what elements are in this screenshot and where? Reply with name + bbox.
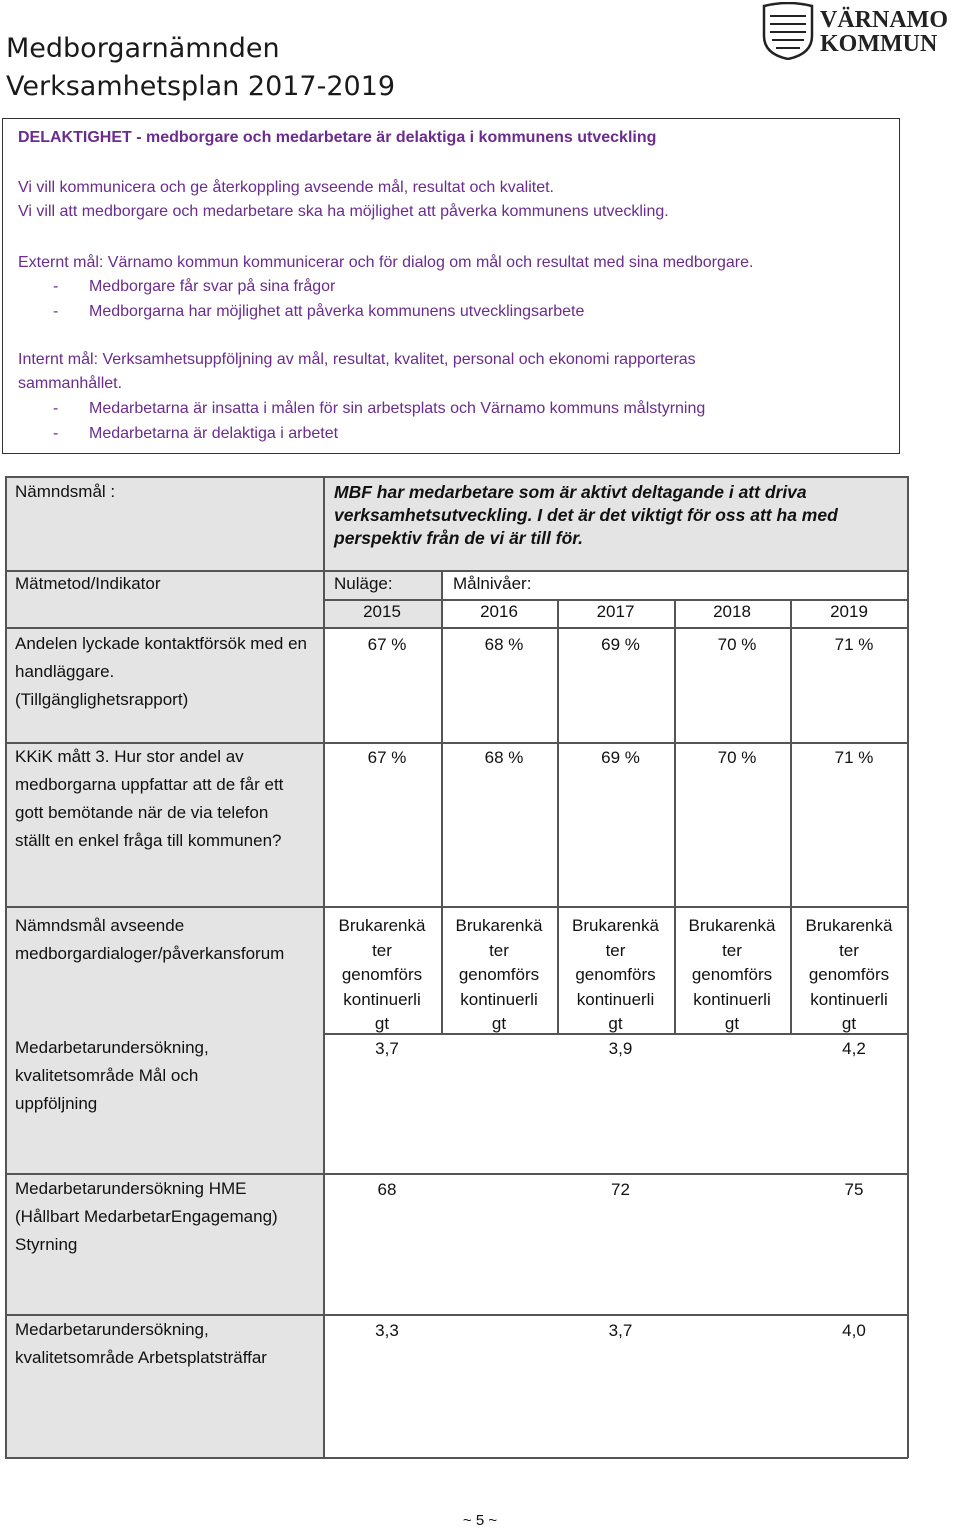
indicator-label: Andelen lyckade kontaktförsök med en handläggare. [15, 634, 308, 681]
value-cell: 68 % [484, 635, 524, 654]
vision-line-2: Vi vill att medborgare och medarbetare ska ha möjlighet att påverka kommunens utveckling. [18, 203, 669, 220]
indicator-source: (Tillgänglighetsrapport) [15, 690, 189, 709]
external-goal: Externt mål: Värnamo kommun kommunicerar och för dialog om mål och resultat med sina medborgare. [18, 254, 754, 271]
value-cell: 67 % [367, 748, 407, 767]
coat-of-arms-icon [762, 2, 814, 60]
internal-goal-line-2: sammanhållet. [18, 375, 123, 392]
external-item: - Medborgare får svar på sina frågor [53, 278, 336, 295]
page-number: ~ 5 ~ [462, 1512, 498, 1529]
value-cell: Brukarenkä ter genomförs kontinuerli gt [455, 916, 543, 1033]
value-cell: 3,9 [608, 1039, 633, 1058]
value-cell: Brukarenkä ter genomförs kontinuerli gt [805, 916, 893, 1033]
year-2017: 2017 [596, 602, 635, 621]
col-header-metod: Mätmetod/Indikator [15, 574, 161, 593]
indicator-label: Medarbetarundersökning HME (Hållbart MedarbetarEngagemang) Styrning [15, 1179, 278, 1254]
year-2015: 2015 [363, 602, 401, 621]
value-cell: 71 % [834, 635, 874, 654]
varnamo-kommun-logo [762, 2, 958, 60]
col-header-malnivaer: Målnivåer: [453, 574, 532, 593]
internal-item: - Medarbetarna är delaktiga i arbetet [53, 425, 339, 442]
value-cell: 4,0 [842, 1321, 866, 1340]
value-cell: 4,2 [842, 1039, 866, 1058]
value-cell: 69 % [601, 748, 640, 767]
namndsmal-label: Nämndsmål : [15, 482, 116, 501]
goal-box [2, 118, 900, 454]
goal-heading: DELAKTIGHET - medborgare och medarbetare är delaktiga i kommunens utveckling [18, 129, 657, 146]
value-cell: 69 % [601, 635, 640, 654]
year-2016: 2016 [480, 602, 518, 621]
plan-name: Verksamhetsplan 2017-2019 [6, 71, 396, 102]
indicator-label: Medarbetarundersökning, kvalitetsområde Mål och uppföljning [15, 1038, 209, 1113]
value-cell: 68 % [484, 748, 524, 767]
year-2018: 2018 [713, 602, 751, 621]
value-cell: 75 [844, 1180, 864, 1199]
value-cell: Brukarenkä ter genomförs kontinuerli gt [572, 916, 659, 1033]
value-cell: 3,7 [608, 1321, 633, 1340]
logo-line2: KOMMUN [820, 31, 938, 57]
logo-line1: VÄRNAMO [820, 7, 948, 33]
value-cell: 70 % [717, 748, 757, 767]
indicator-label: Nämndsmål avseende medborgardialoger/påverkansforum [15, 916, 285, 963]
internal-item: - Medarbetarna är insatta i målen för sin arbetsplats och Värnamo kommuns målstyrning [53, 400, 706, 417]
value-cell: 70 % [717, 635, 757, 654]
document-title [6, 30, 395, 106]
indicator-label: Medarbetarundersökning, kvalitetsområde Arbetsplatsträffar [15, 1320, 267, 1367]
value-cell: Brukarenkä ter genomförs kontinuerli gt [688, 916, 776, 1033]
value-cell: 3,3 [375, 1321, 399, 1340]
value-cell: 3,7 [375, 1039, 399, 1058]
value-cell: 68 [377, 1180, 397, 1199]
value-cell: 71 % [834, 748, 874, 767]
external-item: - Medborgarna har möjlighet att påverka kommunens utvecklingsarbete [53, 303, 585, 320]
committee-name: Medborgarnämnden [6, 33, 280, 64]
col-header-nulage: Nuläge: [334, 574, 393, 593]
namndsmal-text: MBF har medarbetare som är aktivt deltagande i att driva verksamhetsutveckling. I det är det viktigt för oss att ha med perspektiv från de vi är till för. [334, 482, 838, 548]
value-cell: Brukarenkä ter genomförs kontinuerli gt [338, 916, 426, 1033]
internal-goal-line-1: Internt mål: Verksamhetsuppföljning av mål, resultat, kvalitet, personal och ekonomi rapporteras [18, 351, 696, 368]
indicator-label: KKiK mått 3. Hur stor andel av medborgarna uppfattar att de får ett gott bemötande när de via telefon ställt en enkel fråga till kommunen? [15, 747, 284, 850]
vision-line-1: Vi vill kommunicera och ge återkoppling avseende mål, resultat och kvalitet. [18, 179, 554, 196]
value-cell: 67 % [367, 635, 407, 654]
value-cell: 72 [611, 1180, 630, 1199]
year-2019: 2019 [830, 602, 868, 621]
